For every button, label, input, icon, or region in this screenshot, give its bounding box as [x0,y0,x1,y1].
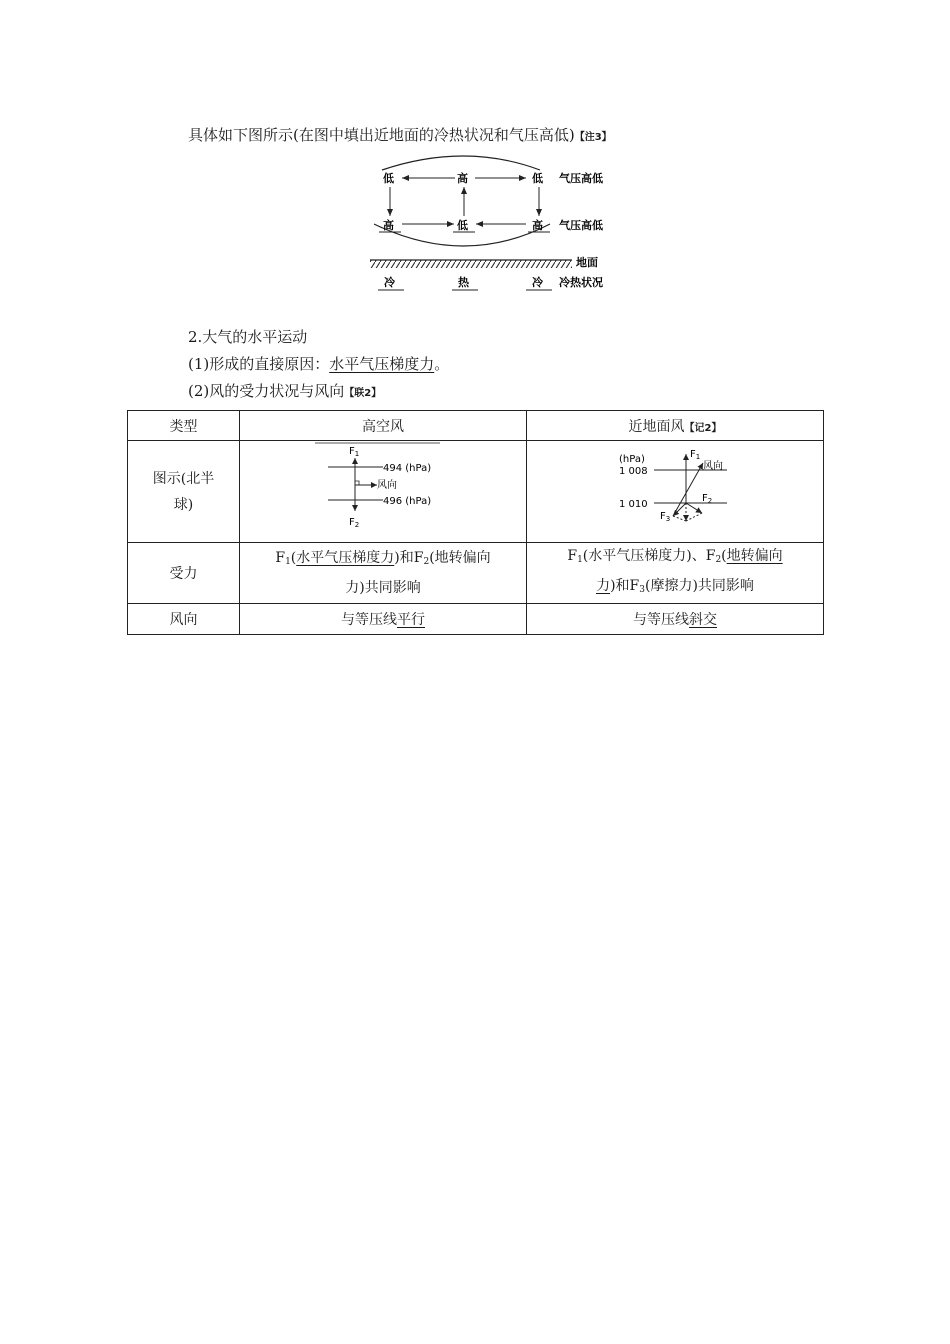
intro-text: 具体如下图所示(在图中填出近地面的冷热状况和气压高低) [188,126,575,144]
table-row-force [128,543,824,604]
diagram-label: 图示(北半球) [152,470,215,513]
table-row-diagram [128,441,824,543]
bottom-left-pressure: 高 [383,219,394,232]
surface-f3-label: $F_3$ [660,511,671,523]
link-tag: 【联2】 [344,388,382,399]
surface-wind-answer: 斜交 [689,612,717,628]
surface-wind-cell: 与等压线斜交 [527,604,824,635]
high-wind-diagram [240,441,526,538]
high-wind-diagram-cell [240,441,527,543]
isobar-496-label: 496 (hPa) [383,496,432,507]
item-1-prefix: (1)形成的直接原因： [188,355,330,373]
intro-paragraph [188,124,612,145]
surface-label: 冷热状况 [559,276,603,289]
high-wind-direction-label: 风向 [377,480,397,491]
item-2-text: (2)风的受力状况与风向 [188,382,345,400]
high-f1-label: $F_1$ [349,446,360,458]
high-wind-cell: 与等压线平行 [240,604,527,635]
high-force-cell: $F_1$(水平气压梯度力)和$F_2$(地转偏向 力)共同影响 [240,543,527,604]
surface-wind-diagram-cell [527,441,824,543]
wind-force-table [127,410,824,635]
surface-force-answer-2: 力 [596,578,611,594]
ground-label: 地面 [576,256,598,269]
header-surface-wind-text: 近地面风 [628,418,685,435]
top-left-pressure: 低 [383,172,394,185]
surface-right: 冷 [532,276,543,289]
isobar-494-label: 494 (hPa) [383,463,432,474]
high-f2-label: $F_2$ [349,517,360,529]
surface-f1-label: $F_1$ [690,449,701,461]
high-force-answer: 水平气压梯度力 [296,550,395,566]
wind-label: 风向 [128,604,240,635]
top-center-pressure: 高 [457,172,468,185]
table-row-wind [128,604,824,635]
header-high-altitude-wind: 高空风 [240,411,527,441]
force-label: 受力 [128,543,240,604]
surface-left: 冷 [384,276,395,289]
table-header-row [128,411,824,441]
item-2 [188,380,381,401]
high-wind-answer: 平行 [397,612,425,628]
thermal-circulation-diagram [360,150,630,295]
surface-wind-diagram [527,441,823,538]
surface-force-cell: $F_1$(水平气压梯度力)、$F_2$(地转偏向 力)和$F_3$(摩擦力)共同影响 [527,543,824,604]
surface-force-answer-1: 地转偏向 [726,548,783,564]
note-tag: 【注3】 [574,132,612,143]
isobar-1008-label: 1 008 [619,466,648,477]
bottom-right-pressure: 高 [532,219,543,232]
surface-unit-label: (hPa) [619,454,645,465]
item-1-suffix: 。 [434,355,450,373]
isobar-1010-label: 1 010 [619,499,648,510]
memo-tag: 【记2】 [684,422,722,434]
pressure-label-top: 气压高低 [559,172,603,185]
surface-wind-direction-label: 风向 [703,461,723,472]
header-type: 类型 [128,411,240,441]
top-right-pressure: 低 [532,172,543,185]
pressure-label-bottom: 气压高低 [559,219,603,232]
header-surface-wind [527,411,824,441]
surface-f2-label: $F_2$ [702,493,713,505]
item-1-answer: 水平气压梯度力 [329,355,435,373]
diagram-label-cell [128,441,240,543]
bottom-center-pressure: 低 [457,219,468,232]
surface-center: 热 [458,276,469,289]
item-1 [188,353,449,374]
section-title: 2.大气的水平运动 [188,328,308,346]
upper-arc [382,156,540,170]
ground-hatch [370,260,572,268]
